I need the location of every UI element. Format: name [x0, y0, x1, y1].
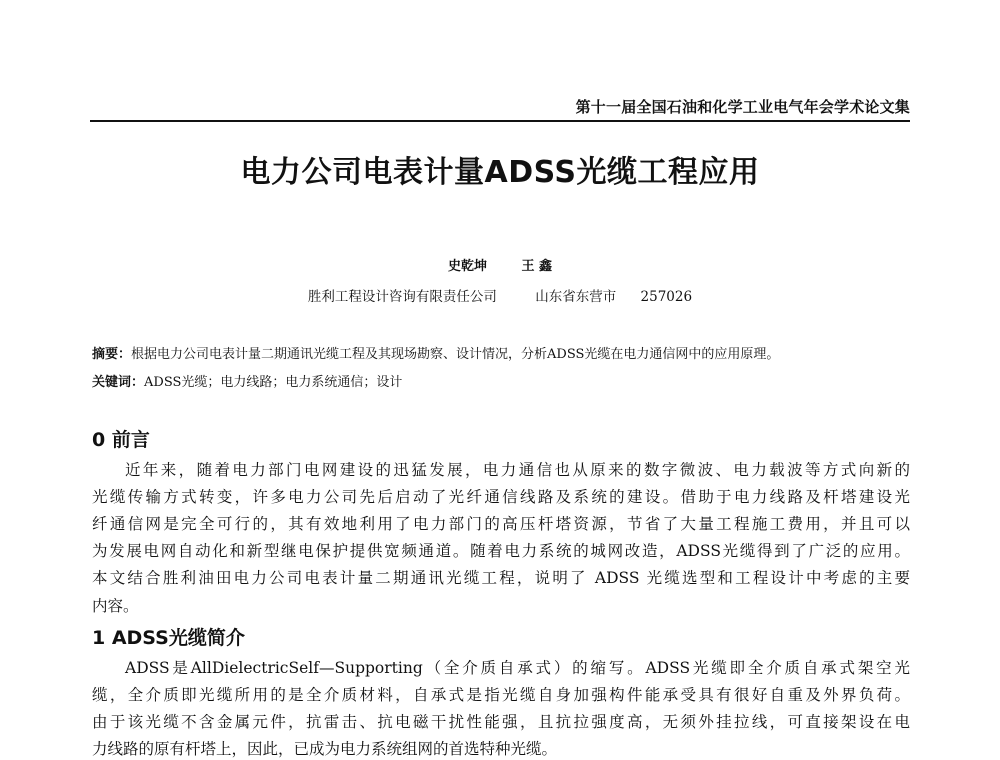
- body-text-line: 纤通信网是完全可行的，其有效地利用了电力部门的高压杆塔资源，节省了大量工程施工费用，并且可以: [92, 515, 910, 533]
- keywords: [92, 373, 922, 393]
- body-text-line: 由于该光缆不含金属元件，抗雷击、抗电磁干扰性能强，且抗拉强度高，无须外挂拉线，可直接架设在电: [92, 713, 910, 731]
- author-name: 王 鑫: [521, 259, 553, 274]
- body-text-line: 本文结合胜利油田电力公司电表计量二期通讯光缆工程，说明了 ADSS 光缆选型和工程设计中考虑的主要: [92, 569, 910, 587]
- header-rule: [90, 120, 910, 122]
- author-name: 史乾坤: [447, 259, 487, 274]
- author-list: [90, 258, 910, 276]
- body-text-line: 缆，全介质即光缆所用的是全介质材料，自承式是指光缆自身加强构件能承受具有很好自重及外界负荷。: [92, 686, 910, 704]
- affiliation: [90, 288, 910, 306]
- running-head: 第十一届全国石油和化学工业电气年会学术论文集: [575, 98, 910, 116]
- section-heading-introduction: 0 前言: [92, 429, 150, 451]
- body-text-line: 为发展电网自动化和新型继电保护提供宽频通道。随着电力系统的城网改造，ADSS光缆得到了广泛的应用。: [92, 542, 910, 560]
- body-text-line: 力线路的原有杆塔上，因此，已成为电力系统组网的首选特种光缆。: [92, 740, 558, 758]
- keywords-text: ADSS光缆；电力线路；电力系统通信；设计: [144, 375, 403, 390]
- body-text-line: 内容。: [92, 597, 139, 615]
- body-text-line: 近年来，随着电力部门电网建设的迅猛发展，电力通信也从原来的数字微波、电力载波等方式向新的: [125, 461, 910, 479]
- body-text-line: 光缆传输方式转变，许多电力公司先后启动了光纤通信线路及系统的建设。借助于电力线路及杆塔建设光: [92, 488, 910, 506]
- body-text-line: ADSS是AllDielectricSelf—Supporting（全介质自承式）的缩写。ADSS光缆即全介质自承式架空光: [125, 659, 910, 677]
- abstract-label: 摘要：: [92, 347, 132, 362]
- section-heading-adss-intro: 1 ADSS光缆简介: [92, 627, 245, 649]
- keywords-label: 关键词：: [92, 375, 145, 390]
- affiliation-postal-code: 257026: [640, 289, 693, 305]
- abstract-text: 根据电力公司电表计量二期通讯光缆工程及其现场勘察、设计情况，分析ADSS光缆在电力通信网中的应用原理。: [131, 347, 780, 362]
- paper-title: 电力公司电表计量ADSS光缆工程应用: [240, 155, 760, 190]
- abstract: [92, 345, 922, 365]
- affiliation-organization: 胜利工程设计咨询有限责任公司: [307, 289, 497, 305]
- affiliation-city: 山东省东营市: [535, 289, 617, 305]
